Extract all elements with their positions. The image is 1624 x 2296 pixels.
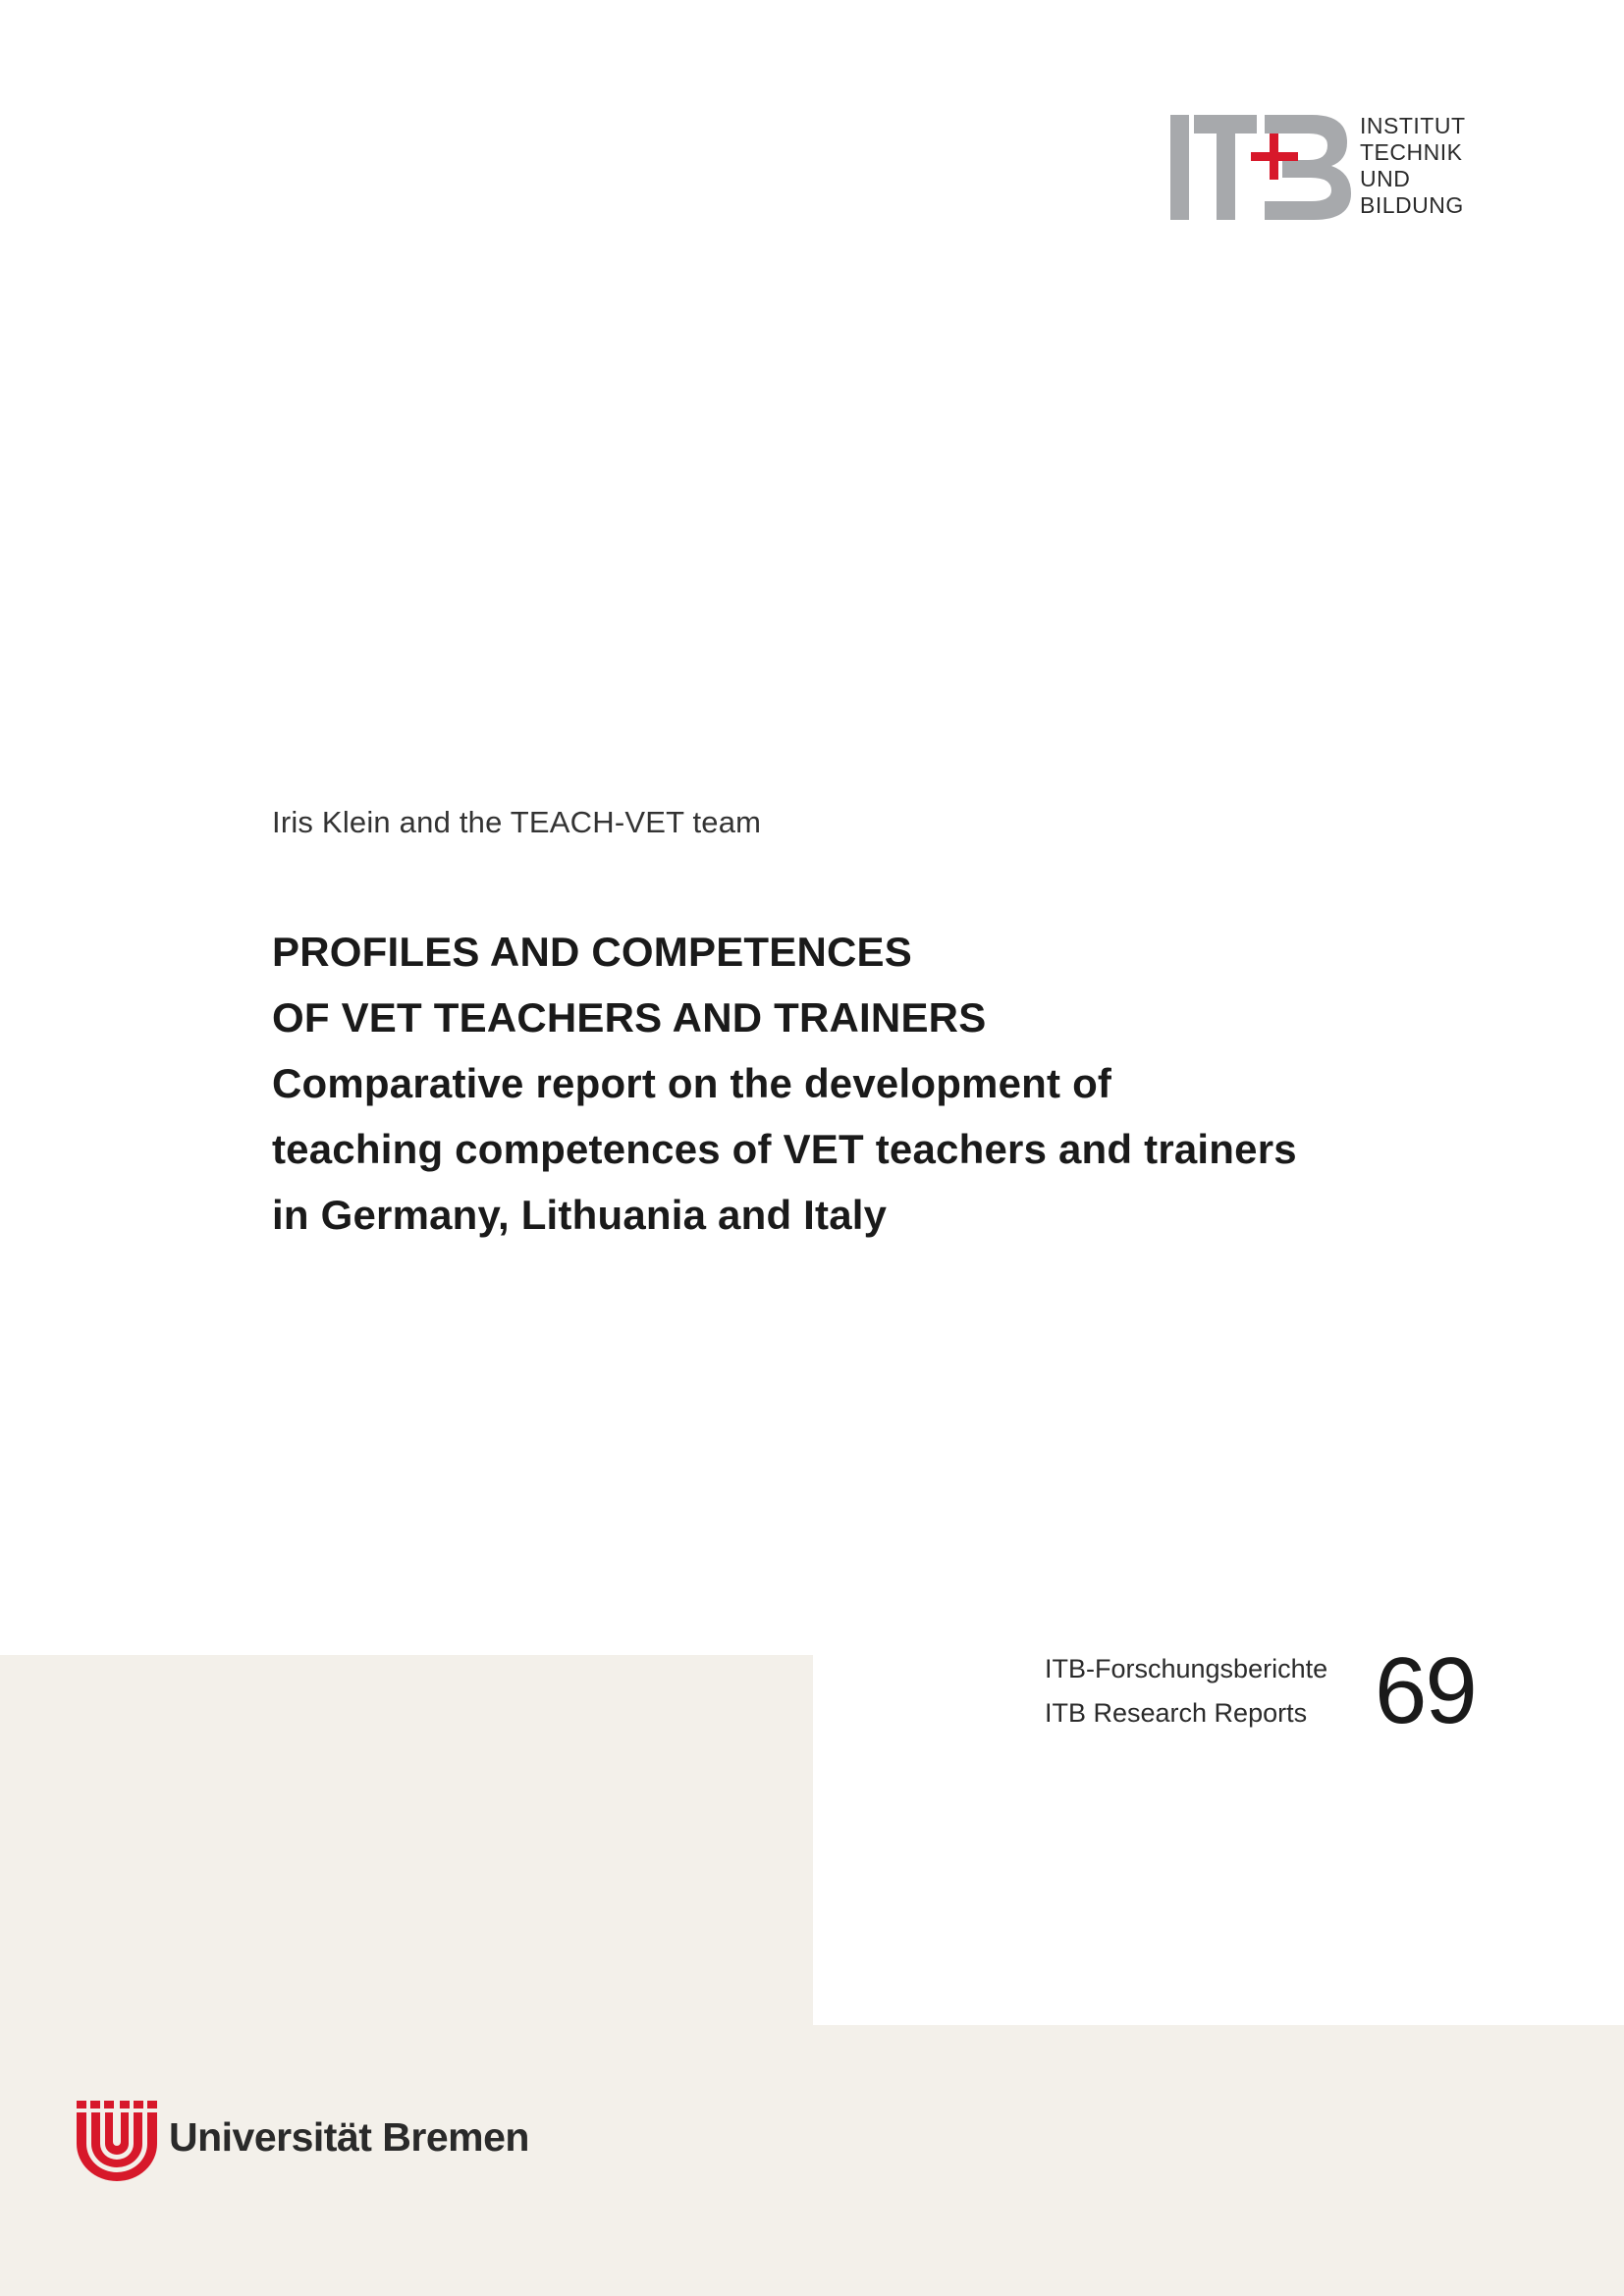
itb-word-technik: TECHNIK [1360, 139, 1463, 165]
subtitle-line: teaching competences of VET teachers and trainers [272, 1126, 1297, 1172]
series-name [1045, 1647, 1327, 1735]
series-name-de: ITB-Forschungsberichte [1045, 1654, 1328, 1683]
ub-emblem-icon [75, 2099, 159, 2183]
report-title [272, 919, 1401, 1248]
itb-word-bildung: BILDUNG [1360, 192, 1464, 218]
subtitle-line: in Germany, Lithuania and Italy [272, 1192, 888, 1238]
author-line: Iris Klein and the TEACH-VET team [272, 805, 762, 839]
itb-word-institut: INSTITUT [1360, 113, 1466, 138]
itb-logo-mark [1168, 113, 1355, 226]
series-name-en: ITB Research Reports [1045, 1698, 1308, 1728]
universitaet-bremen-logo [75, 2099, 529, 2187]
series-number: 69 [1375, 1638, 1476, 1743]
ub-logo-wordmark: Universität Bremen [169, 2114, 529, 2160]
subtitle-line: Comparative report on the development of [272, 1060, 1112, 1106]
itb-logo-wordmark [1360, 113, 1488, 219]
itb-word-und: UND [1360, 166, 1411, 191]
itb-logo [1168, 113, 1483, 226]
title-line: PROFILES AND COMPETENCES [272, 929, 912, 975]
title-line: OF VET TEACHERS AND TRAINERS [272, 994, 987, 1041]
